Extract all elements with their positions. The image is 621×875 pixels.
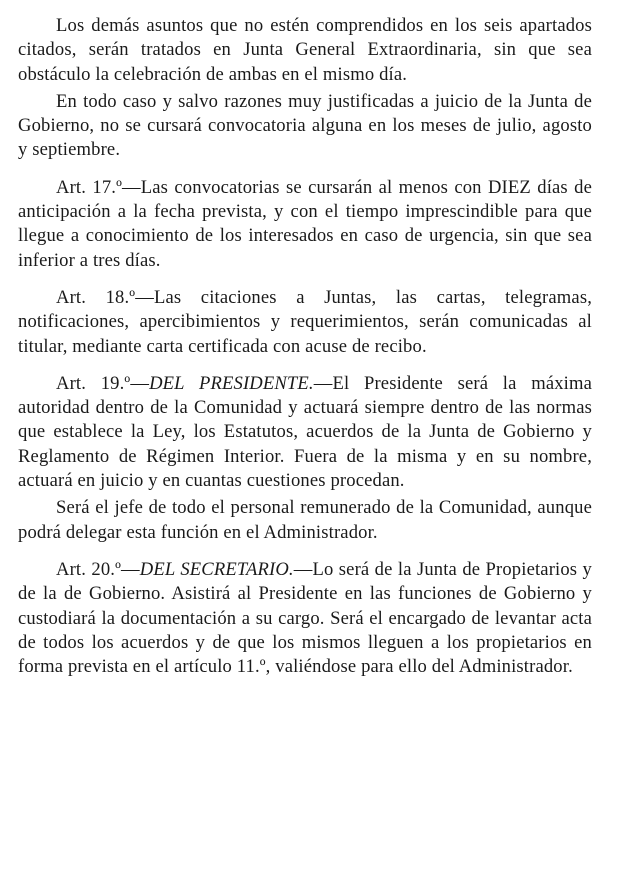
article-18 (18, 286, 592, 359)
article-number: Art. 18.º— (56, 286, 154, 308)
document-page (18, 14, 592, 679)
paragraph-text: Los demás asuntos que no estén comprendidos en los seis apartados citados, serán tratados en Junta General Extraordinaria, sin que sea obstáculo la celebración de ambas en el mismo día. (18, 15, 592, 85)
article-number: Art. 19.º— (56, 372, 150, 394)
article-heading: DEL SECRETARIO. (139, 558, 294, 580)
paragraph-asuntos-extraordinarios (18, 14, 592, 87)
article-number: Art. 20.º— (56, 558, 140, 580)
paragraph-text: En todo caso y salvo razones muy justificadas a juicio de la Junta de Gobierno, no se cursará convocatoria alguna en los meses de julio, agosto y septiembre. (18, 90, 592, 161)
paragraph-meses-sin-convocatoria (18, 90, 592, 163)
article-text: —El Presidente será la máxima autoridad dentro de la Comunidad y actuará siempre dentro de las normas que establece la Ley, los Estatutos, acuerdos de la Junta de Gobierno y Reglamento de Régimen Interior. Fuera de la misma y en su nombre, actuará en juicio y en cuantas cuestiones procedan. (18, 372, 592, 492)
article-number: Art. 17.º— (56, 176, 141, 198)
article-text: —Lo será de la Junta de Propietarios y de la de Gobierno. Asistirá al Presidente en las funciones de Gobierno y custodiará la documentación a su cargo. Será el encargado de levantar acta de todos los acuerdos y de que los mismos lleguen a los propietarios en forma prevista en el artículo 11.º, valiéndose para ello del Administrador. (18, 558, 592, 678)
article-19 (18, 372, 592, 493)
paragraph-jefe-personal (18, 496, 592, 545)
article-17 (18, 176, 592, 273)
paragraph-text: Será el jefe de todo el personal remunerado de la Comunidad, aunque podrá delegar esta función en el Administrador. (18, 497, 592, 543)
article-text: Las citaciones a Juntas, las cartas, telegramas, notificaciones, apercibimientos y requerimientos, serán comunicadas al titular, mediante carta certificada con acuse de recibo. (18, 286, 593, 357)
article-20 (18, 558, 592, 679)
article-heading: DEL PRESIDENTE. (149, 372, 314, 394)
article-text: Las convocatorias se cursarán al menos con DIEZ días de anticipación a la fecha prevista, y con el tiempo imprescindible para que llegue a conocimiento de los interesados en caso de urgencia, sin que sea inferior a tres días. (18, 176, 593, 271)
